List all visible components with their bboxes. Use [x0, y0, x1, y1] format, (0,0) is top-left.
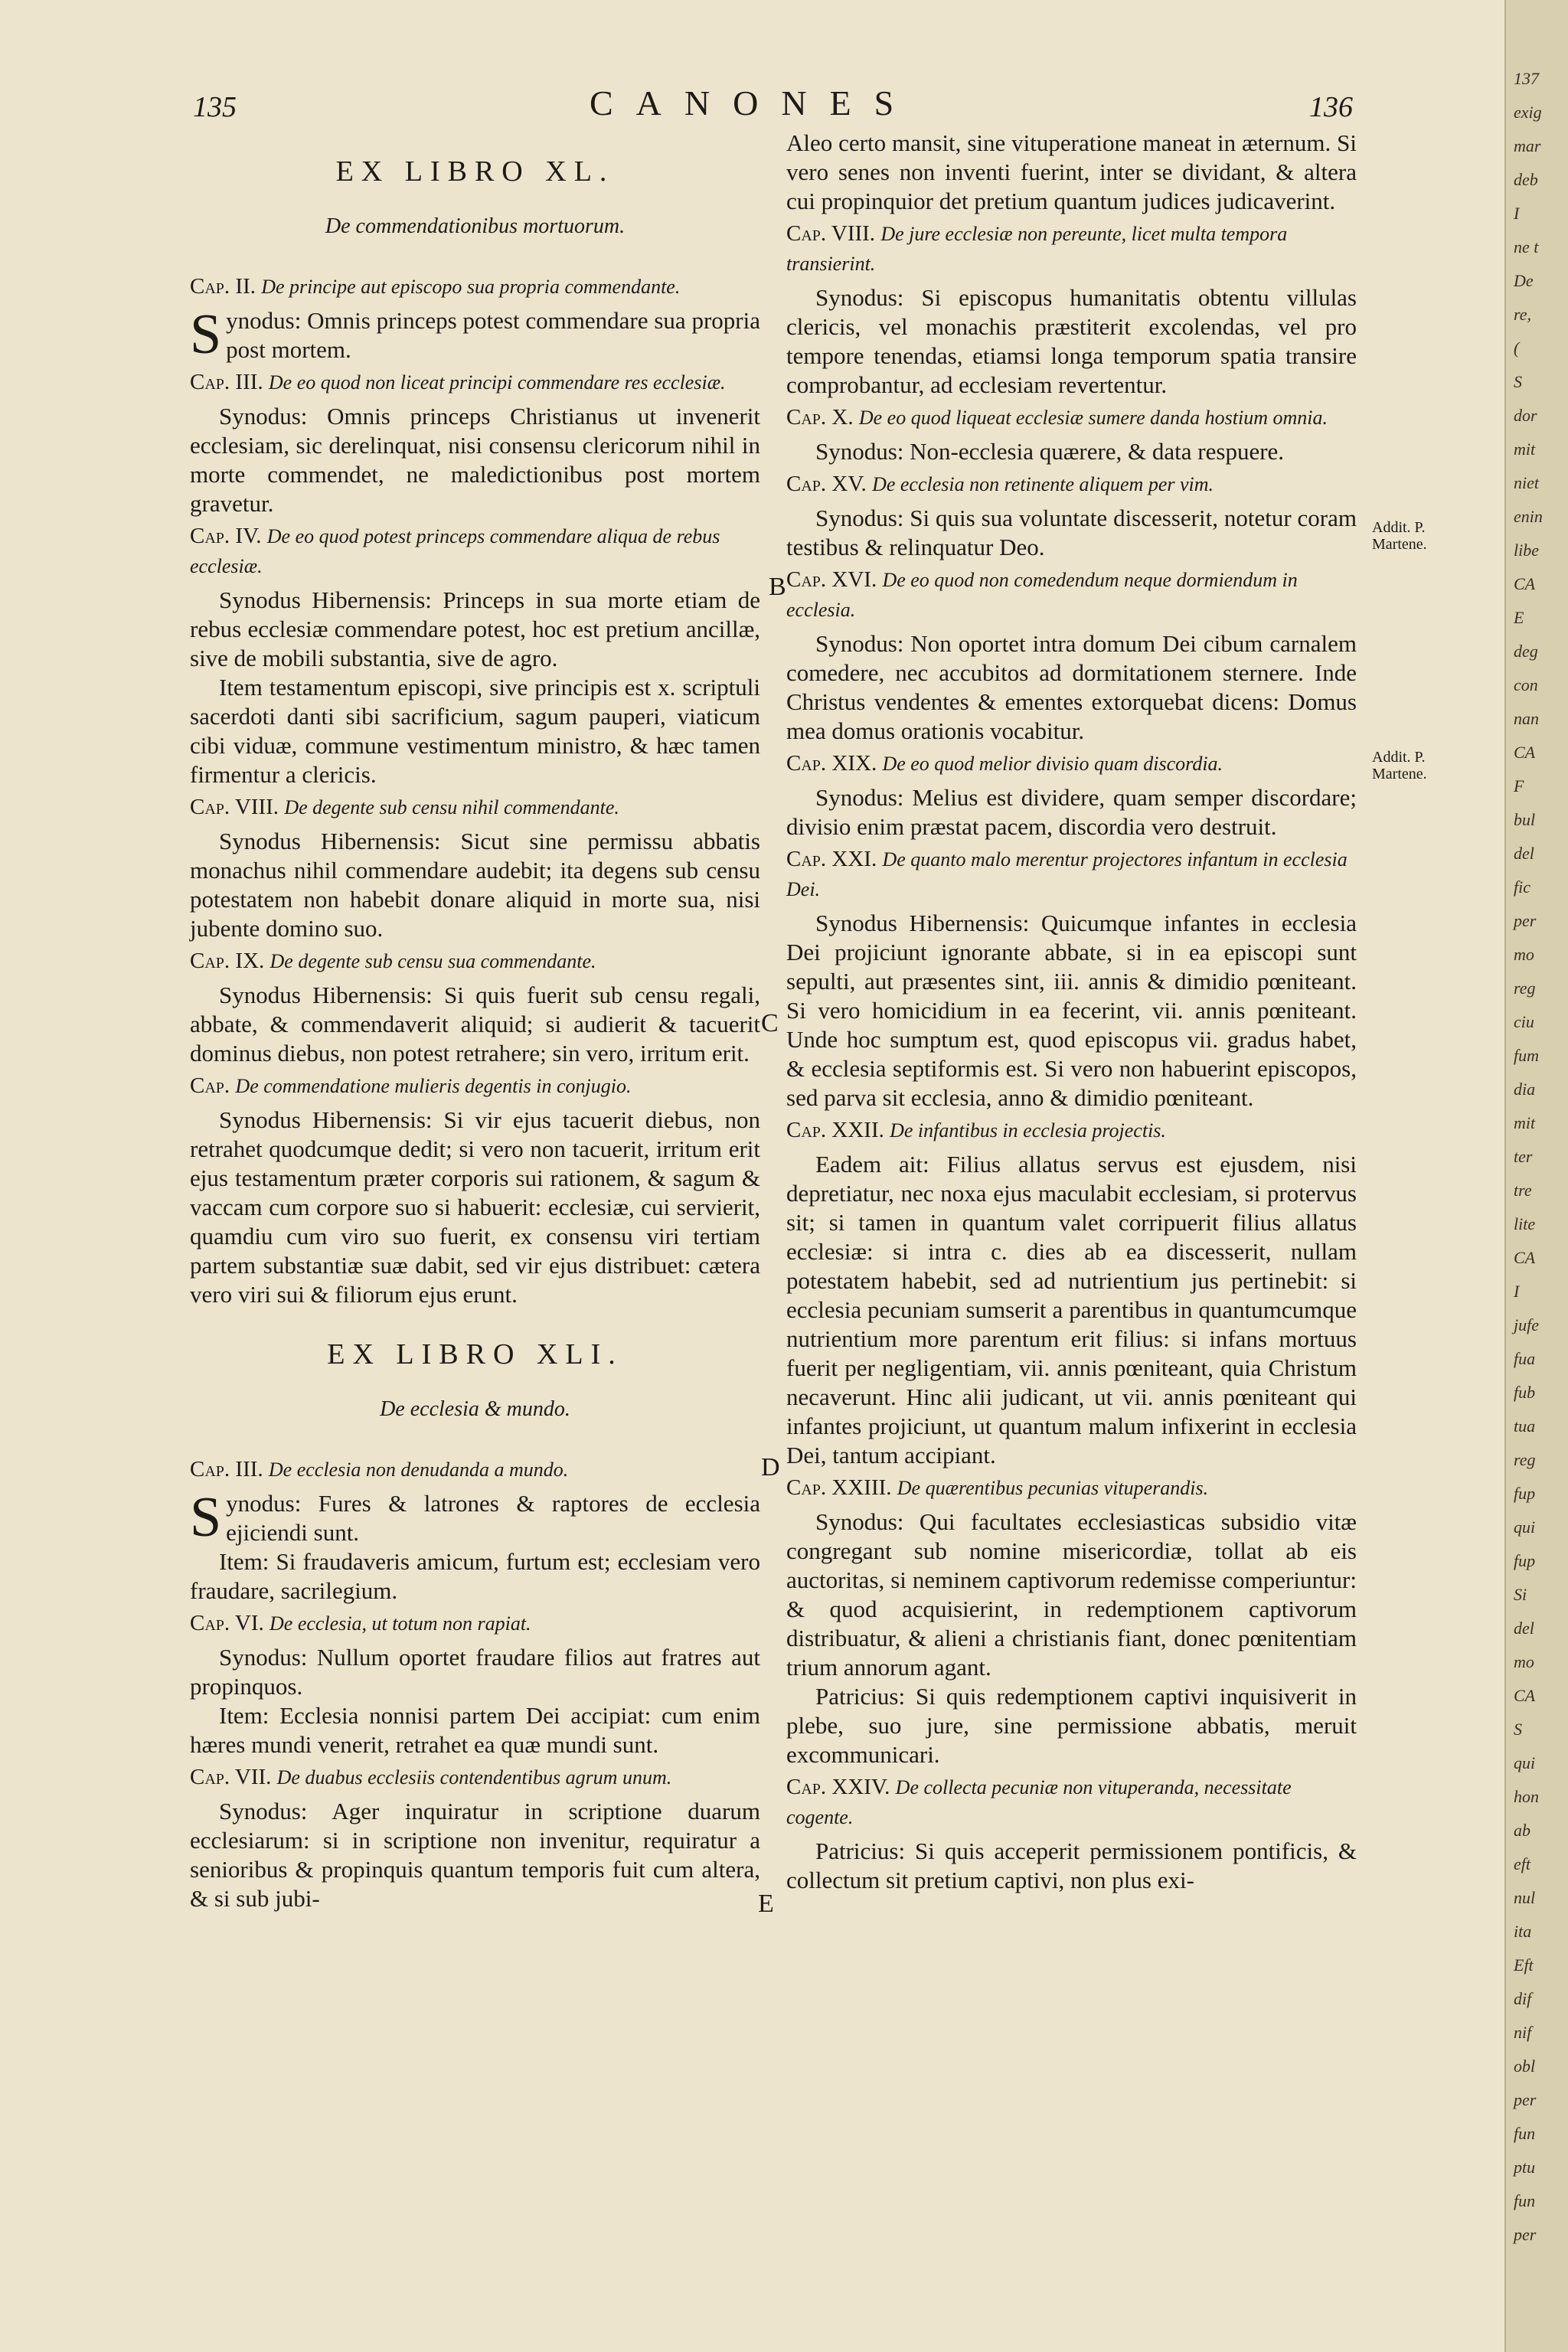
chapter-heading — [190, 1762, 760, 1792]
edge-fragment: mit — [1514, 439, 1536, 459]
chapter-title: De ecclesia non retinente aliquem per vim. — [872, 473, 1214, 495]
chapter-heading — [786, 749, 1357, 779]
chapter-title: De quanto malo merentur projectores infantum in ecclesia Dei. — [786, 848, 1348, 900]
canon-text: Item: Si fraudaveris amicum, furtum est; ecclesiam vero fraudare, sacrilegium. — [190, 1548, 760, 1604]
edge-fragment: obl — [1514, 2056, 1536, 2076]
canon-text: Synodus Hibernensis: Sicut sine permissu abbatis monachus nihil commendare audebit; ita degens sub censu potestatem non habebit donare aliquid in morte sua, nisi jubente domino suo. — [190, 828, 760, 942]
margin-letter-e: E — [758, 1890, 774, 1918]
chapter-heading — [190, 1609, 760, 1638]
edge-fragment: per — [1514, 2090, 1537, 2109]
book-heading-xli: EX LIBRO XLI. — [327, 1338, 623, 1370]
canon-paragraph — [786, 783, 1357, 841]
drop-cap: S — [190, 303, 222, 366]
edge-fragment: ciu — [1514, 1012, 1534, 1031]
chapter-number: Cap. VII. — [190, 1765, 277, 1789]
edge-fragment: qui — [1514, 1753, 1536, 1772]
canon-paragraph — [786, 629, 1357, 746]
chapter-number: Cap. XVI. — [786, 567, 883, 592]
edge-fragment: deg — [1514, 642, 1538, 661]
canon-paragraph — [190, 1701, 760, 1759]
chapter-title: De quærentibus pecunias vituperandis. — [897, 1477, 1209, 1499]
canon-paragraph — [190, 827, 760, 943]
canon-text: Synodus Hibernensis: Si quis fuerit sub censu regali, abbate, & commendaverit aliquid; si audierit & tacuerit dominus diebus, non potest retrahere; sin vero, irritum erit. — [190, 982, 760, 1067]
chapter-number: Cap. IV. — [190, 524, 267, 548]
edge-fragment: tre — [1514, 1181, 1532, 1200]
chapter-title: De duabus ecclesiis contendentibus agrum unum. — [276, 1766, 672, 1788]
edge-fragment: nan — [1514, 709, 1539, 728]
edge-fragment: De — [1514, 271, 1534, 290]
edge-fragment: fub — [1514, 1383, 1536, 1402]
edge-fragment: mit — [1514, 1113, 1536, 1132]
edge-fragment: CA — [1514, 1248, 1536, 1267]
chapter-number: Cap. XXIII. — [786, 1475, 897, 1500]
canon-text: Synodus: Ager inquiratur in scriptione duarum ecclesiarum: si in scriptione non invenitur, requiratur a senioribus & propinquis quantum temporis fuit cum altera, & si sub jubi- — [190, 1798, 760, 1912]
chapter-number: Cap. X. — [786, 405, 859, 430]
chapter-title: De collecta pecuniæ non vituperanda, necessitate cogente. — [786, 1776, 1292, 1828]
chapter-number: Cap. III. — [190, 370, 269, 394]
next-page-edge — [1504, 0, 1568, 2352]
canon-text: Patricius: Si quis redemptionem captivi inquisiverit in plebe, suo jure, sine permissione abbatis, meruit excommunicari. — [786, 1683, 1357, 1768]
canon-text: ynodus: Omnis princeps potest commendare sua propria post mortem. — [226, 307, 760, 363]
chapter-heading — [786, 844, 1357, 904]
chapter-number: Cap. XIX. — [786, 751, 883, 776]
chapter-title: De ecclesia, ut totum non rapiat. — [270, 1612, 531, 1635]
chapter-heading — [190, 1455, 760, 1485]
edge-fragment: S — [1514, 1720, 1522, 1739]
edge-fragment: ne t — [1514, 237, 1539, 256]
canon-text: Synodus: Omnis princeps Christianus ut invenerit ecclesiam, sic derelinquat, nisi consensu clericorum nihil in morte commendet, ne maledictionibus post mortem gravetur. — [190, 403, 760, 517]
book-heading-xl: EX LIBRO XL. — [335, 155, 615, 188]
edge-fragment: reg — [1514, 1450, 1536, 1469]
canon-text: ynodus: Fures & latrones & raptores de ecclesia ejiciendi sunt. — [226, 1490, 760, 1546]
chapter-number: Cap. IX. — [190, 949, 270, 973]
edge-fragment: CA — [1514, 574, 1536, 593]
page-number-left: 135 — [193, 91, 237, 123]
book-xl-body — [190, 272, 760, 1309]
chapter-number: Cap. XXIV. — [786, 1775, 896, 1799]
margin-note-addition-2: Addit. P. Martene. — [1372, 749, 1427, 782]
canon-text: Synodus Hibernensis: Quicumque infantes in ecclesia Dei projiciunt ignorante abbate, si in ea episcopi sunt sepulti, aut præsentes sint, iii. annis & dimidio pœniteant. Si vero homicidium in ea fecerint, vii. annis pœniteant. Unde hoc sumptum est, quod episcopus vii. gradus habet, & ecclesia septiformis est. Si vero non habuerint episcopos, sed parva sit ecclesia, anno & dimidio pœniteant. — [786, 910, 1357, 1111]
edge-fragment: mo — [1514, 945, 1534, 964]
chapter-title: De eo quod liqueat ecclesiæ sumere danda hostium omnia. — [858, 407, 1328, 429]
chapter-heading — [190, 521, 760, 581]
canon-paragraph — [786, 437, 1357, 466]
chapter-title: De degente sub censu nihil commendante. — [284, 796, 619, 818]
chapter-title: De eo quod potest princeps commendare aliqua de rebus ecclesiæ. — [190, 525, 720, 577]
edge-fragment: ter — [1514, 1147, 1533, 1166]
edge-fragment: ab — [1514, 1821, 1530, 1840]
chapter-title: De eo quod non liceat principi commendare res ecclesiæ. — [268, 371, 726, 394]
chapter-heading — [190, 946, 760, 976]
canon-paragraph — [786, 909, 1357, 1112]
edge-fragment: lite — [1514, 1214, 1536, 1233]
canon-text: Item: Ecclesia nonnisi partem Dei accipiat: cum enim hæres mundi venerit, retrahet ea quæ mundi sunt. — [190, 1702, 760, 1758]
edge-fragment: mo — [1514, 1652, 1534, 1671]
edge-fragment: fic — [1514, 877, 1530, 897]
chapter-number: Cap. III. — [190, 1457, 269, 1481]
canon-text: Synodus: Qui facultates ecclesiasticas subsidio vitæ congregant sub nomine misericordiæ, tollat ab eis auctoritas, si neminem captivorum redemisse comperiuntur: & quod acquisierint, in redemptionem captivorum distribuatur, & alieni a christianis fiant, donec pœnitentiam trium annorum agant. — [786, 1508, 1357, 1681]
canon-paragraph — [190, 586, 760, 673]
edge-fragment: ptu — [1514, 2158, 1536, 2177]
edge-fragment: jufe — [1514, 1315, 1539, 1334]
chapter-number: Cap. VI. — [190, 1611, 270, 1635]
canon-text: Aleo certo mansit, sine vituperatione maneat in æternum. Si vero senes non inventi fuerint, inter se dividant, & altera cui propinquior det pretium quantum judices judicaverint. — [786, 129, 1357, 214]
canon-text: Item testamentum episcopi, sive principis est x. scriptuli sacerdoti danti sibi sacrificium, sagum pauperi, viaticum cibi viduæ, commune vestimentum ministro, & hæc tamen firmentur a clericis. — [190, 674, 760, 788]
edge-fragment: exig — [1514, 103, 1542, 122]
edge-fragment: I — [1514, 1282, 1520, 1301]
canon-text: Synodus: Melius est dividere, quam semper discordare; divisio enim præstat pacem, discordia vero destruit. — [786, 784, 1357, 840]
canon-paragraph — [786, 1508, 1357, 1682]
edge-fragment: fup — [1514, 1551, 1536, 1570]
edge-fragment: Eft — [1514, 1955, 1534, 1975]
edge-fragment: re, — [1514, 305, 1532, 324]
right-column — [786, 129, 1357, 1895]
canon-text: Synodus: Nullum oportet fraudare filios aut fratres aut propinquos. — [190, 1644, 760, 1700]
canon-paragraph — [786, 1682, 1357, 1769]
edge-fragment: deb — [1514, 170, 1538, 189]
chapter-heading — [786, 1473, 1357, 1503]
chapter-number: Cap. XXII. — [786, 1118, 890, 1142]
chapter-heading — [190, 272, 760, 302]
chapter-title: De commendatione mulieris degentis in conjugio. — [235, 1075, 632, 1097]
canon-paragraph — [786, 129, 1357, 216]
edge-fragment: E — [1514, 608, 1524, 627]
margin-letter-b: B — [769, 573, 786, 601]
chapter-title: De eo quod melior divisio quam discordia. — [882, 753, 1223, 775]
edge-fragment: fum — [1514, 1046, 1539, 1065]
chapter-title: De principe aut episcopo sua propria commendante. — [261, 276, 681, 298]
edge-fragment: mar — [1514, 136, 1541, 155]
chapter-title: De degente sub censu sua commendante. — [270, 950, 596, 972]
chapter-heading — [786, 219, 1357, 279]
chapter-number: Cap. II. — [190, 274, 262, 299]
book-subtitle-xli: De ecclesia & mundo. — [380, 1397, 570, 1421]
edge-fragment: ita — [1514, 1922, 1532, 1941]
edge-fragment: qui — [1514, 1517, 1536, 1537]
edge-fragment: bul — [1514, 810, 1536, 829]
chapter-number: Cap. — [190, 1073, 236, 1098]
chapter-heading — [786, 469, 1357, 499]
edge-fragment: fup — [1514, 1484, 1536, 1503]
chapter-number: Cap. VIII. — [786, 221, 881, 246]
edge-fragment: CA — [1514, 743, 1536, 762]
edge-fragment: nif — [1514, 2023, 1532, 2042]
edge-fragment: F — [1514, 776, 1524, 795]
canon-paragraph — [190, 402, 760, 518]
edge-fragment: I — [1514, 204, 1520, 223]
edge-fragment: dia — [1514, 1080, 1536, 1099]
margin-letter-d: D — [761, 1453, 780, 1481]
canon-text: Synodus: Non-ecclesia quærere, & data respuere. — [815, 438, 1285, 465]
chapter-heading — [190, 368, 760, 397]
canon-text: Synodus Hibernensis: Si vir ejus tacuerit diebus, non retrahet quodcumque dedit; si vero non tacuerit, irritum erit ejus testamentum præter corporis sui rationem, & sagum & vaccam cum corpore suo si habuerit: ecclesiæ, cui servierit, quamdiu cum viro suo fuerit, ex consensu viri tertiam partem substantiæ suæ dabit, sed vir ejus distribuet: cætera vero viri sui & filiorum ejus erunt. — [190, 1106, 760, 1308]
chapter-title: De ecclesia non denudanda a mundo. — [268, 1459, 569, 1481]
canon-paragraph — [190, 1486, 760, 1549]
edge-fragment: niet — [1514, 473, 1539, 492]
edge-fragment: per — [1514, 2225, 1537, 2244]
margin-letter-c: C — [761, 1009, 779, 1037]
canon-text: Synodus: Non oportet intra domum Dei cibum carnalem comedere, nec accubitos ad dormitationem sternere. Inde Christus vendentes & ementes extorquebat dicens: Domus mea domus orationis vocabitur. — [786, 630, 1357, 744]
canon-text: Eadem ait: Filius allatus servus est ejusdem, nisi depretiatur, nec noxa ejus maculabit ecclesiam, si protervus sit; si tamen in quantum valet corripuerit filius allatus ecclesiæ: si intra c. dies ab ea discesserit, nullam potestatem habebit, sed ad nutrientium jus pertinebit: si ecclesia pecuniam sumserit a parentibus in quantumcumque nutrientium more parentum erit filius: si infans mortuus fuerit per negligentiam, vii. annis pœniteant, quia Christum necaverunt. Hinc alii judicant, ut vii. annis pœniteant qui infantes projiciunt, ut quantum malum infixerint in ecclesia Dei, tantum accipiant. — [786, 1151, 1357, 1468]
margin-note-addition-1: Addit. P. Martene. — [1372, 519, 1427, 553]
edge-fragment: Si — [1514, 1585, 1527, 1604]
edge-fragment: enin — [1514, 507, 1543, 526]
edge-fragment: CA — [1514, 1686, 1536, 1705]
edge-fragment: S — [1514, 372, 1522, 391]
edge-fragment: libe — [1514, 541, 1539, 560]
chapter-number: Cap. XV. — [786, 472, 873, 496]
canon-text: Synodus Hibernensis: Princeps in sua morte etiam de rebus ecclesiæ commendare potest, hoc est pretium ancillæ, sive de mobili substantia, sive de agro. — [190, 586, 760, 671]
edge-fragment: del — [1514, 844, 1534, 863]
edge-fragment: del — [1514, 1619, 1534, 1638]
drop-cap: S — [190, 1486, 222, 1549]
canon-paragraph — [786, 504, 1357, 562]
chapter-number: Cap. XXI. — [786, 847, 883, 871]
edge-fragment: 137 — [1514, 69, 1539, 88]
edge-fragment: fun — [1514, 2191, 1536, 2210]
canon-text: Synodus: Si quis sua voluntate discesserit, notetur coram testibus & relinquatur Deo. — [786, 505, 1357, 560]
canon-paragraph — [190, 1106, 760, 1309]
page-number-right: 136 — [1309, 91, 1353, 123]
canon-paragraph — [190, 1643, 760, 1701]
edge-fragment: tua — [1514, 1416, 1536, 1436]
canon-paragraph — [786, 283, 1357, 400]
edge-fragment: dif — [1514, 1989, 1532, 2008]
edge-fragment: con — [1514, 675, 1538, 694]
book-xli-body — [190, 1455, 760, 1913]
chapter-title: De jure ecclesiæ non pereunte, licet multa tempora transierint. — [786, 223, 1288, 275]
canon-paragraph — [190, 673, 760, 789]
chapter-number: Cap. VIII. — [190, 795, 285, 819]
edge-fragment: fua — [1514, 1349, 1536, 1368]
book-subtitle-xl: De commendationibus mortuorum. — [325, 214, 626, 238]
canon-text: Patricius: Si quis acceperit permissionem pontificis, & collectum sit pretium captivi, non plus exi- — [786, 1838, 1357, 1893]
edge-fragment: hon — [1514, 1787, 1539, 1806]
running-title: CANONES — [590, 83, 917, 122]
chapter-title: De eo quod non comedendum neque dormiendum in ecclesia. — [786, 569, 1298, 621]
edge-fragment: reg — [1514, 978, 1536, 998]
canon-paragraph — [190, 303, 760, 366]
chapter-heading — [190, 1071, 760, 1101]
canon-text: Synodus: Si episcopus humanitatis obtentu villulas clericis, vel monachis præstiterit excolendas, vel pro tempore tenendas, etiamsi longa temporum spatia transire comprobantur, ad ecclesiam revertentur. — [786, 284, 1357, 398]
edge-fragment: per — [1514, 911, 1537, 930]
canon-paragraph — [786, 1837, 1357, 1895]
edge-fragment: nul — [1514, 1888, 1536, 1907]
canon-paragraph — [190, 1547, 760, 1606]
chapter-heading — [786, 1116, 1357, 1145]
edge-fragment: ( — [1514, 338, 1520, 358]
chapter-heading — [786, 403, 1357, 433]
chapter-heading — [190, 792, 760, 822]
left-column — [190, 157, 760, 1913]
chapter-title: De infantibus in ecclesia projectis. — [890, 1119, 1166, 1142]
edge-fragment: eft — [1514, 1854, 1530, 1873]
edge-fragment: fun — [1514, 2124, 1536, 2143]
chapter-heading — [786, 1772, 1357, 1832]
edge-fragment: dor — [1514, 406, 1537, 425]
canon-paragraph — [190, 981, 760, 1068]
canon-paragraph — [786, 1150, 1357, 1470]
chapter-heading — [786, 565, 1357, 625]
canon-paragraph — [190, 1797, 760, 1913]
